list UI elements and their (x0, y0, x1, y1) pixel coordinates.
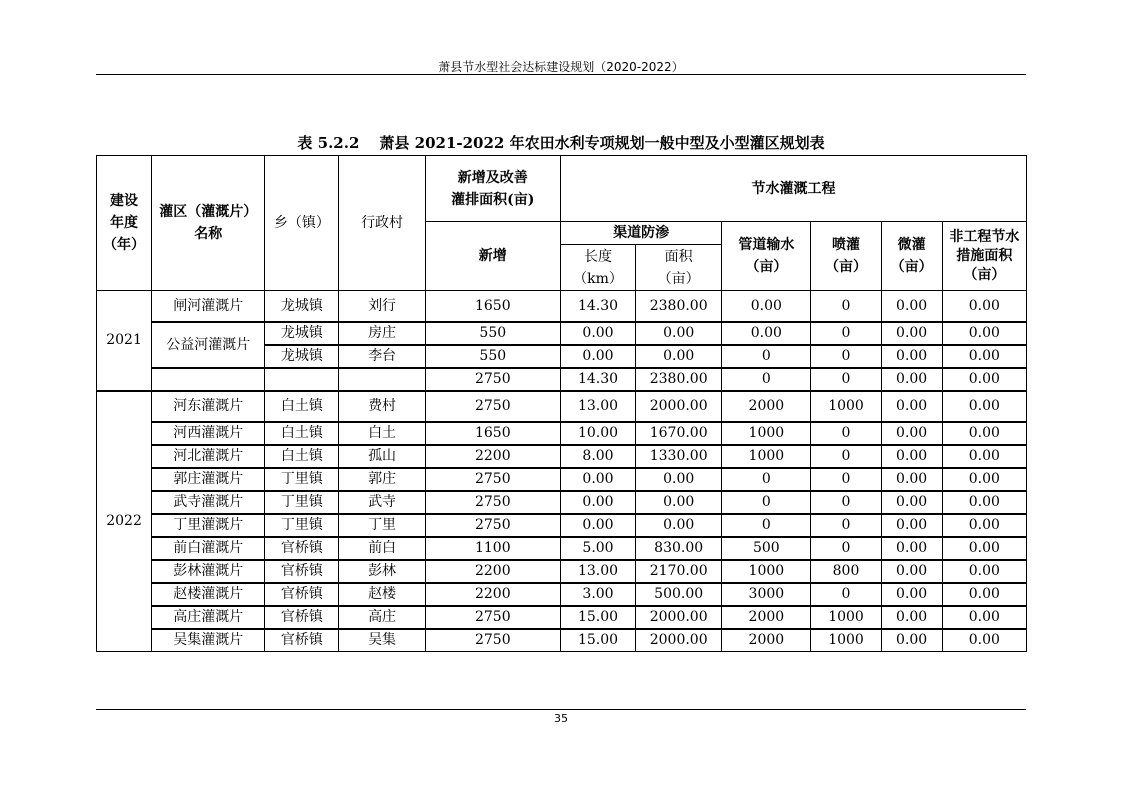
cell-village: 吴集 (339, 629, 425, 652)
cell-new: 2750 (425, 514, 560, 537)
cell-channel-area: 0.00 (636, 345, 722, 368)
cell-village: 李台 (339, 345, 425, 368)
cell-nonengineering: 0.00 (942, 468, 1026, 491)
cell-town: 官桥镇 (265, 629, 339, 652)
cell-pipe: 0.00 (722, 291, 811, 322)
cell-spray: 0 (811, 537, 881, 560)
cell-village: 前白 (339, 537, 425, 560)
cell-spray: 0 (811, 291, 881, 322)
cell-town: 龙城镇 (265, 322, 339, 345)
cell-micro: 0.00 (881, 368, 942, 391)
cell-pipe: 0.00 (722, 322, 811, 345)
cell-micro: 0.00 (881, 606, 942, 629)
cell-village: 白土 (339, 422, 425, 445)
cell-pipe: 0 (722, 514, 811, 537)
cell-town: 白土镇 (265, 445, 339, 468)
cell-micro: 0.00 (881, 583, 942, 606)
table-row (97, 537, 1027, 560)
cell-length: 0.00 (560, 322, 635, 345)
cell-district: 河西灌溉片 (152, 422, 265, 445)
table-row (97, 606, 1027, 629)
cell-new: 2750 (425, 491, 560, 514)
cell-spray: 0 (811, 514, 881, 537)
cell-town: 官桥镇 (265, 606, 339, 629)
cell-spray: 800 (811, 560, 881, 583)
cell-new: 550 (425, 345, 560, 368)
cell-spray: 0 (811, 445, 881, 468)
cell-district: 前白灌溉片 (152, 537, 265, 560)
cell-length: 3.00 (560, 583, 635, 606)
cell-district: 吴集灌溉片 (152, 629, 265, 652)
cell-nonengineering: 0.00 (942, 322, 1026, 345)
cell-micro: 0.00 (881, 560, 942, 583)
table-row (97, 391, 1027, 422)
cell-district: 丁里灌溉片 (152, 514, 265, 537)
cell-new: 2200 (425, 445, 560, 468)
cell-length: 13.00 (560, 391, 635, 422)
cell-micro: 0.00 (881, 445, 942, 468)
cell-length: 0.00 (560, 491, 635, 514)
irrigation-plan-table (96, 155, 1027, 652)
table-number: 表 5.2.2 (297, 134, 360, 152)
cell-channel-area: 2000.00 (636, 629, 722, 652)
cell-pipe: 2000 (722, 391, 811, 422)
cell-village: 赵楼 (339, 583, 425, 606)
running-header: 萧县节水型社会达标建设规划（2020-2022） (438, 60, 684, 74)
table-row (97, 468, 1027, 491)
cell-pipe: 0 (722, 368, 811, 391)
cell-village: 刘行 (339, 291, 425, 322)
cell-district: 河东灌溉片 (152, 391, 265, 422)
cell-village: 房庄 (339, 322, 425, 345)
rows-2021 (97, 291, 1027, 391)
header-pipe: 管道输水 （亩） (722, 222, 811, 291)
cell-new: 1100 (425, 537, 560, 560)
cell-length: 10.00 (560, 422, 635, 445)
cell-new: 2200 (425, 560, 560, 583)
cell-district: 武寺灌溉片 (152, 491, 265, 514)
rows-2022 (97, 391, 1027, 652)
cell-village: 孤山 (339, 445, 425, 468)
cell-district: 赵楼灌溉片 (152, 583, 265, 606)
cell-district (152, 368, 265, 391)
cell-nonengineering: 0.00 (942, 345, 1026, 368)
cell-new: 2750 (425, 468, 560, 491)
cell-pipe: 0 (722, 345, 811, 368)
year-cell: 2021 (97, 291, 152, 391)
cell-length: 13.00 (560, 560, 635, 583)
cell-village: 费村 (339, 391, 425, 422)
cell-spray: 1000 (811, 391, 881, 422)
table-row-subtotal (97, 368, 1027, 391)
cell-pipe: 2000 (722, 606, 811, 629)
table-row (97, 445, 1027, 468)
table-row (97, 491, 1027, 514)
cell-nonengineering: 0.00 (942, 537, 1026, 560)
cell-town: 官桥镇 (265, 537, 339, 560)
table-row (97, 629, 1027, 652)
cell-channel-area: 2000.00 (636, 606, 722, 629)
cell-spray: 0 (811, 422, 881, 445)
cell-village: 武寺 (339, 491, 425, 514)
cell-nonengineering: 0.00 (942, 391, 1026, 422)
cell-new: 2750 (425, 391, 560, 422)
cell-nonengineering: 0.00 (942, 445, 1026, 468)
cell-pipe: 500 (722, 537, 811, 560)
table-row (97, 583, 1027, 606)
table-row (97, 514, 1027, 537)
header-nonengineering: 非工程节水 措施面积 （亩） (942, 222, 1026, 291)
cell-micro: 0.00 (881, 629, 942, 652)
cell-channel-area: 2170.00 (636, 560, 722, 583)
header-channel-group: 渠道防渗 (560, 222, 721, 245)
cell-district: 闸河灌溉片 (152, 291, 265, 322)
year-cell: 2022 (97, 391, 152, 652)
cell-town (265, 368, 339, 391)
cell-pipe: 2000 (722, 629, 811, 652)
cell-village: 高庄 (339, 606, 425, 629)
footer-rule (96, 709, 1026, 710)
cell-length: 0.00 (560, 514, 635, 537)
cell-district: 公益河灌溉片 (152, 322, 265, 368)
cell-nonengineering: 0.00 (942, 560, 1026, 583)
cell-channel-area: 2000.00 (636, 391, 722, 422)
cell-nonengineering: 0.00 (942, 583, 1026, 606)
header-channel-area: 面积 （亩） (636, 245, 722, 291)
cell-channel-area: 1330.00 (636, 445, 722, 468)
table-header (97, 156, 1027, 291)
cell-length: 5.00 (560, 537, 635, 560)
cell-nonengineering: 0.00 (942, 368, 1026, 391)
cell-channel-area: 0.00 (636, 491, 722, 514)
header-rule (96, 74, 1026, 75)
cell-spray: 1000 (811, 629, 881, 652)
cell-nonengineering: 0.00 (942, 514, 1026, 537)
cell-micro: 0.00 (881, 322, 942, 345)
cell-length: 0.00 (560, 468, 635, 491)
cell-new: 2200 (425, 583, 560, 606)
cell-town: 官桥镇 (265, 560, 339, 583)
header-village: 行政村 (339, 156, 425, 291)
cell-nonengineering: 0.00 (942, 291, 1026, 322)
cell-town: 丁里镇 (265, 491, 339, 514)
cell-spray: 0 (811, 322, 881, 345)
header-new: 新增 (425, 222, 560, 291)
cell-micro: 0.00 (881, 514, 942, 537)
header-works-group: 节水灌溉工程 (560, 156, 1026, 222)
cell-pipe: 1000 (722, 445, 811, 468)
cell-micro: 0.00 (881, 345, 942, 368)
cell-district: 郭庄灌溉片 (152, 468, 265, 491)
header-micro: 微灌 （亩） (881, 222, 942, 291)
cell-new: 2750 (425, 368, 560, 391)
table-title: 萧县 2021-2022 年农田水利专项规划一般中型及小型灌区规划表 (379, 134, 825, 152)
cell-town: 龙城镇 (265, 345, 339, 368)
cell-spray: 1000 (811, 606, 881, 629)
cell-channel-area: 0.00 (636, 322, 722, 345)
cell-new: 2750 (425, 606, 560, 629)
cell-channel-area: 0.00 (636, 468, 722, 491)
cell-new: 1650 (425, 422, 560, 445)
table-row (97, 291, 1027, 322)
table-row (97, 322, 1027, 345)
cell-village (339, 368, 425, 391)
cell-channel-area: 2380.00 (636, 291, 722, 322)
table-row (97, 560, 1027, 583)
cell-new: 550 (425, 322, 560, 345)
cell-town: 白土镇 (265, 391, 339, 422)
cell-village: 彭林 (339, 560, 425, 583)
cell-spray: 0 (811, 345, 881, 368)
cell-channel-area: 830.00 (636, 537, 722, 560)
header-town: 乡（镇） (265, 156, 339, 291)
header-length: 长度 （km） (560, 245, 635, 291)
cell-district: 高庄灌溉片 (152, 606, 265, 629)
cell-length: 14.30 (560, 368, 635, 391)
cell-town: 龙城镇 (265, 291, 339, 322)
cell-length: 15.00 (560, 606, 635, 629)
cell-micro: 0.00 (881, 422, 942, 445)
cell-pipe: 0 (722, 491, 811, 514)
cell-new: 2750 (425, 629, 560, 652)
table-row (97, 422, 1027, 445)
cell-village: 丁里 (339, 514, 425, 537)
header-area-group: 新增及改善 灌排面积(亩) (425, 156, 560, 222)
cell-micro: 0.00 (881, 391, 942, 422)
cell-micro: 0.00 (881, 468, 942, 491)
table-caption (96, 132, 1026, 153)
cell-district: 彭林灌溉片 (152, 560, 265, 583)
cell-nonengineering: 0.00 (942, 629, 1026, 652)
header-district: 灌区（灌溉片） 名称 (152, 156, 265, 291)
cell-nonengineering: 0.00 (942, 422, 1026, 445)
cell-district: 河北灌溉片 (152, 445, 265, 468)
cell-length: 15.00 (560, 629, 635, 652)
cell-pipe: 1000 (722, 422, 811, 445)
header-year: 建设 年度 （年） (97, 156, 152, 291)
cell-town: 丁里镇 (265, 468, 339, 491)
cell-length: 0.00 (560, 345, 635, 368)
cell-town: 白土镇 (265, 422, 339, 445)
cell-pipe: 3000 (722, 583, 811, 606)
page-number: 35 (554, 712, 568, 725)
cell-pipe: 0 (722, 468, 811, 491)
cell-spray: 0 (811, 583, 881, 606)
cell-spray: 0 (811, 368, 881, 391)
cell-length: 8.00 (560, 445, 635, 468)
cell-town: 丁里镇 (265, 514, 339, 537)
cell-channel-area: 500.00 (636, 583, 722, 606)
cell-micro: 0.00 (881, 491, 942, 514)
cell-pipe: 1000 (722, 560, 811, 583)
cell-new: 1650 (425, 291, 560, 322)
cell-nonengineering: 0.00 (942, 491, 1026, 514)
cell-village: 郭庄 (339, 468, 425, 491)
cell-nonengineering: 0.00 (942, 606, 1026, 629)
cell-micro: 0.00 (881, 291, 942, 322)
cell-channel-area: 2380.00 (636, 368, 722, 391)
cell-town: 官桥镇 (265, 583, 339, 606)
header-spray: 喷灌 （亩） (811, 222, 881, 291)
cell-spray: 0 (811, 491, 881, 514)
cell-micro: 0.00 (881, 537, 942, 560)
cell-length: 14.30 (560, 291, 635, 322)
cell-spray: 0 (811, 468, 881, 491)
cell-channel-area: 1670.00 (636, 422, 722, 445)
cell-channel-area: 0.00 (636, 514, 722, 537)
